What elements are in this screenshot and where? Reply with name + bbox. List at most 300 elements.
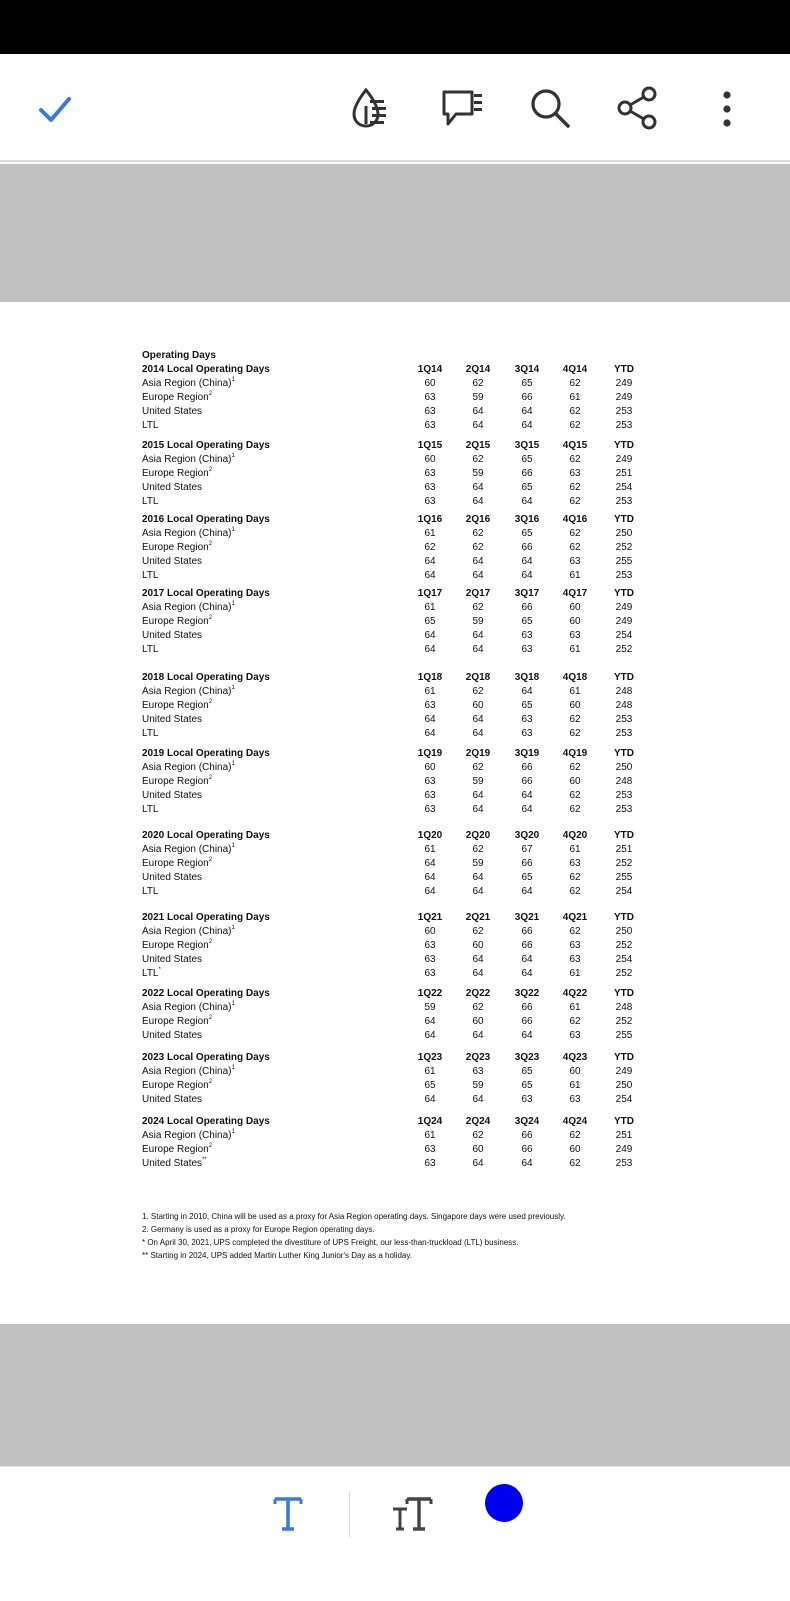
table-row bbox=[142, 528, 642, 542]
table-cell: 252 bbox=[615, 858, 633, 869]
table-cell: 62 bbox=[472, 926, 484, 937]
section-header-row bbox=[142, 1052, 642, 1066]
table-cell: 64 bbox=[521, 1030, 533, 1041]
table-cell: 61 bbox=[569, 392, 581, 403]
table-row bbox=[142, 496, 642, 510]
table-cell: 254 bbox=[615, 954, 633, 965]
table-cell: 63 bbox=[569, 630, 581, 641]
row-label-text: United States bbox=[142, 1158, 203, 1169]
table-cell: 252 bbox=[615, 1016, 633, 1027]
share-icon[interactable] bbox=[612, 82, 664, 134]
column-header: 2Q22 bbox=[465, 988, 491, 999]
row-label bbox=[142, 644, 159, 656]
row-label-text: Asia Region (China) bbox=[142, 762, 232, 773]
row-label bbox=[142, 926, 235, 938]
section-header-row bbox=[142, 440, 642, 454]
table-cell: 250 bbox=[615, 1080, 633, 1091]
table-cell: 248 bbox=[615, 1002, 633, 1013]
table-cell: 63 bbox=[569, 1030, 581, 1041]
selected-color-swatch[interactable] bbox=[485, 1484, 523, 1522]
table-cell: 66 bbox=[521, 858, 533, 869]
footnotes bbox=[142, 1210, 662, 1262]
row-label bbox=[142, 1158, 207, 1170]
row-label-text: Asia Region (China) bbox=[142, 844, 232, 855]
table-cell: 253 bbox=[615, 496, 633, 507]
color-picker-icon[interactable] bbox=[484, 1483, 524, 1523]
section-header-row bbox=[142, 672, 642, 686]
footnote-marker: 2 bbox=[208, 1015, 213, 1021]
table-cell: 253 bbox=[615, 406, 633, 417]
row-label-text: Europe Region bbox=[142, 858, 209, 869]
table-row bbox=[142, 378, 642, 392]
row-label bbox=[142, 1080, 212, 1092]
table-cell: 64 bbox=[521, 790, 533, 801]
table-cell: 63 bbox=[424, 968, 436, 979]
table-cell: 60 bbox=[424, 378, 436, 389]
table-row bbox=[142, 392, 642, 406]
table-cell: 64 bbox=[472, 644, 484, 655]
table-row bbox=[142, 420, 642, 434]
table-cell: 249 bbox=[615, 378, 633, 389]
table-cell: 59 bbox=[472, 392, 484, 403]
footnote-marker: 2 bbox=[208, 391, 213, 397]
column-header: 3Q19 bbox=[514, 748, 540, 759]
comment-list-icon[interactable] bbox=[436, 82, 488, 134]
table-row bbox=[142, 1130, 642, 1144]
table-row bbox=[142, 686, 642, 700]
footnote-marker: 1 bbox=[231, 1129, 235, 1135]
row-label bbox=[142, 1030, 202, 1042]
table-cell: 64 bbox=[472, 804, 484, 815]
row-label bbox=[142, 940, 212, 952]
table-cell: 64 bbox=[472, 482, 484, 493]
section-header-row bbox=[142, 748, 642, 762]
column-header: YTD bbox=[614, 440, 634, 451]
table-section bbox=[142, 672, 642, 742]
table-cell: 64 bbox=[472, 968, 484, 979]
table-cell: 64 bbox=[472, 1158, 484, 1169]
row-label-text: LTL bbox=[142, 420, 159, 431]
column-header: 1Q17 bbox=[417, 588, 443, 599]
table-cell: 62 bbox=[472, 686, 484, 697]
table-cell: 64 bbox=[424, 570, 436, 581]
table-cell: 61 bbox=[424, 1130, 436, 1141]
table-cell: 59 bbox=[472, 776, 484, 787]
row-label-text: LTL bbox=[142, 886, 159, 897]
table-cell: 65 bbox=[521, 378, 533, 389]
footnote-marker: 1 bbox=[231, 377, 235, 383]
row-label bbox=[142, 700, 212, 712]
table-row bbox=[142, 542, 642, 556]
table-section bbox=[142, 514, 642, 584]
table-cell: 65 bbox=[521, 872, 533, 883]
table-cell: 252 bbox=[615, 940, 633, 951]
table-cell: 248 bbox=[615, 700, 633, 711]
column-header: 2Q21 bbox=[465, 912, 491, 923]
table-cell: 61 bbox=[569, 644, 581, 655]
text-tool-icon[interactable] bbox=[262, 1485, 314, 1541]
row-label bbox=[142, 420, 159, 432]
column-header: 4Q24 bbox=[562, 1116, 588, 1127]
row-label bbox=[142, 954, 202, 966]
ink-drop-icon[interactable] bbox=[346, 82, 398, 134]
table-cell: 59 bbox=[472, 858, 484, 869]
column-header: 3Q21 bbox=[514, 912, 540, 923]
table-cell: 61 bbox=[569, 570, 581, 581]
column-header: 2Q20 bbox=[465, 830, 491, 841]
text-size-icon[interactable] bbox=[386, 1485, 438, 1541]
table-cell: 251 bbox=[615, 844, 633, 855]
table-cell: 59 bbox=[424, 1002, 436, 1013]
column-header: 1Q22 bbox=[417, 988, 443, 999]
row-label-text: Asia Region (China) bbox=[142, 378, 232, 389]
table-cell: 62 bbox=[472, 1002, 484, 1013]
table-cell: 62 bbox=[472, 1130, 484, 1141]
section-heading: 2022 Local Operating Days bbox=[142, 988, 270, 999]
table-row bbox=[142, 776, 642, 790]
table-cell: 64 bbox=[472, 886, 484, 897]
row-label-text: LTL bbox=[142, 804, 159, 815]
table-row bbox=[142, 1002, 642, 1016]
table-cell: 60 bbox=[424, 762, 436, 773]
table-cell: 252 bbox=[615, 968, 633, 979]
row-label-text: Europe Region bbox=[142, 1144, 209, 1155]
table-row bbox=[142, 968, 642, 982]
table-row bbox=[142, 570, 642, 584]
table-section bbox=[142, 912, 642, 982]
row-label bbox=[142, 1066, 235, 1078]
table-cell: 66 bbox=[521, 1002, 533, 1013]
table-cell: 64 bbox=[521, 406, 533, 417]
column-header: 1Q24 bbox=[417, 1116, 443, 1127]
table-row bbox=[142, 644, 642, 658]
search-icon[interactable] bbox=[524, 82, 576, 134]
table-cell: 65 bbox=[521, 528, 533, 539]
table-cell: 65 bbox=[521, 454, 533, 465]
row-label-text: United States bbox=[142, 872, 203, 883]
row-label-text: LTL bbox=[142, 968, 159, 979]
section-header-row bbox=[142, 830, 642, 844]
table-cell: 64 bbox=[521, 556, 533, 567]
footnote-marker: 2 bbox=[208, 775, 213, 781]
table-cell: 253 bbox=[615, 790, 633, 801]
table-cell: 63 bbox=[424, 1144, 436, 1155]
row-label-text: United States bbox=[142, 1030, 203, 1041]
footnote-line: ** Starting in 2024, UPS added Martin Luther King Junior's Day as a holiday. bbox=[142, 1251, 412, 1260]
column-header: 2Q17 bbox=[465, 588, 491, 599]
section-heading: 2014 Local Operating Days bbox=[142, 364, 270, 375]
row-label-text: United States bbox=[142, 406, 203, 417]
table-cell: 60 bbox=[569, 602, 581, 613]
table-cell: 64 bbox=[521, 886, 533, 897]
section-heading: 2016 Local Operating Days bbox=[142, 514, 270, 525]
row-label bbox=[142, 528, 235, 540]
row-label bbox=[142, 496, 159, 508]
section-header-row bbox=[142, 988, 642, 1002]
table-cell: 60 bbox=[569, 776, 581, 787]
table-cell: 253 bbox=[615, 1158, 633, 1169]
table-cell: 62 bbox=[424, 542, 436, 553]
table-cell: 65 bbox=[521, 616, 533, 627]
table-cell: 60 bbox=[569, 616, 581, 627]
table-cell: 62 bbox=[569, 528, 581, 539]
table-row bbox=[142, 1016, 642, 1030]
table-cell: 64 bbox=[472, 420, 484, 431]
table-section bbox=[142, 1116, 642, 1172]
table-cell: 62 bbox=[569, 482, 581, 493]
table-row bbox=[142, 630, 642, 644]
table-row bbox=[142, 616, 642, 630]
table-cell: 250 bbox=[615, 528, 633, 539]
table-cell: 254 bbox=[615, 886, 633, 897]
column-header: 4Q16 bbox=[562, 514, 588, 525]
column-header: 1Q14 bbox=[417, 364, 443, 375]
column-header: 1Q23 bbox=[417, 1052, 443, 1063]
table-row bbox=[142, 1030, 642, 1044]
table-cell: 65 bbox=[521, 1066, 533, 1077]
column-header: YTD bbox=[614, 748, 634, 759]
table-cell: 64 bbox=[424, 1016, 436, 1027]
column-header: 4Q22 bbox=[562, 988, 588, 999]
table-cell: 66 bbox=[521, 926, 533, 937]
table-cell: 62 bbox=[472, 378, 484, 389]
table-cell: 60 bbox=[569, 700, 581, 711]
row-label bbox=[142, 630, 202, 642]
row-label bbox=[142, 968, 161, 980]
table-cell: 62 bbox=[569, 542, 581, 553]
table-cell: 63 bbox=[569, 468, 581, 479]
table-cell: 61 bbox=[424, 1066, 436, 1077]
row-label bbox=[142, 686, 235, 698]
footnote-marker: 2 bbox=[208, 467, 213, 473]
table-cell: 60 bbox=[472, 1144, 484, 1155]
table-cell: 250 bbox=[615, 762, 633, 773]
column-header: YTD bbox=[614, 514, 634, 525]
table-cell: 62 bbox=[472, 762, 484, 773]
table-cell: 60 bbox=[472, 1016, 484, 1027]
footnote-marker: 1 bbox=[231, 843, 235, 849]
row-label-text: Europe Region bbox=[142, 1080, 209, 1091]
table-cell: 65 bbox=[521, 1080, 533, 1091]
table-row bbox=[142, 926, 642, 940]
footnote-line: 2. Germany is used as a proxy for Europe Region operating days. bbox=[142, 1225, 375, 1234]
table-cell: 253 bbox=[615, 570, 633, 581]
footnote-marker: 1 bbox=[231, 1001, 235, 1007]
row-label bbox=[142, 556, 202, 568]
page-gap-bottom bbox=[0, 1324, 790, 1466]
table-cell: 63 bbox=[569, 858, 581, 869]
table-row bbox=[142, 714, 642, 728]
row-label-text: Asia Region (China) bbox=[142, 686, 232, 697]
table-section bbox=[142, 364, 642, 434]
table-cell: 66 bbox=[521, 602, 533, 613]
table-cell: 64 bbox=[472, 630, 484, 641]
footnote-marker: 2 bbox=[208, 615, 213, 621]
table-cell: 59 bbox=[472, 468, 484, 479]
row-label bbox=[142, 844, 235, 856]
table-row bbox=[142, 886, 642, 900]
table-cell: 64 bbox=[424, 872, 436, 883]
status-bar bbox=[0, 0, 790, 54]
column-header: 3Q20 bbox=[514, 830, 540, 841]
table-cell: 64 bbox=[424, 1094, 436, 1105]
table-cell: 249 bbox=[615, 602, 633, 613]
table-cell: 63 bbox=[424, 700, 436, 711]
row-label bbox=[142, 602, 235, 614]
table-cell: 64 bbox=[472, 1094, 484, 1105]
table-row bbox=[142, 700, 642, 714]
table-cell: 64 bbox=[521, 804, 533, 815]
table-cell: 63 bbox=[521, 1094, 533, 1105]
document-title: Operating Days bbox=[142, 350, 216, 361]
section-header-row bbox=[142, 1116, 642, 1130]
table-section bbox=[142, 830, 642, 900]
footnote-marker: 1 bbox=[231, 685, 235, 691]
check-icon[interactable] bbox=[30, 84, 80, 134]
operating-days-document bbox=[142, 350, 642, 1172]
column-header: 4Q14 bbox=[562, 364, 588, 375]
table-row bbox=[142, 1080, 642, 1094]
table-cell: 62 bbox=[569, 1158, 581, 1169]
table-cell: 64 bbox=[472, 714, 484, 725]
row-label bbox=[142, 542, 212, 554]
footnote-marker: 2 bbox=[208, 939, 213, 945]
footnote-line: * On April 30, 2021, UPS completed the divestiture of UPS Freight, our less-than-truckload (LTL) business. bbox=[142, 1238, 519, 1247]
table-cell: 64 bbox=[472, 872, 484, 883]
table-row bbox=[142, 1158, 642, 1172]
table-cell: 62 bbox=[569, 728, 581, 739]
table-cell: 64 bbox=[424, 714, 436, 725]
table-cell: 248 bbox=[615, 776, 633, 787]
row-label-text: LTL bbox=[142, 728, 159, 739]
row-label bbox=[142, 1094, 202, 1106]
table-cell: 64 bbox=[424, 556, 436, 567]
table-cell: 64 bbox=[424, 1030, 436, 1041]
document-page bbox=[0, 302, 790, 1324]
row-label bbox=[142, 776, 212, 788]
row-label bbox=[142, 1016, 212, 1028]
table-cell: 63 bbox=[424, 406, 436, 417]
table-cell: 249 bbox=[615, 1144, 633, 1155]
footnote-marker: 2 bbox=[208, 699, 213, 705]
table-cell: 63 bbox=[521, 630, 533, 641]
bottom-toolbar bbox=[0, 1466, 790, 1601]
table-cell: 65 bbox=[424, 616, 436, 627]
table-cell: 62 bbox=[472, 542, 484, 553]
table-cell: 62 bbox=[472, 528, 484, 539]
table-cell: 62 bbox=[569, 1016, 581, 1027]
row-label-text: Europe Region bbox=[142, 700, 209, 711]
column-header: YTD bbox=[614, 988, 634, 999]
table-cell: 62 bbox=[569, 886, 581, 897]
table-row bbox=[142, 790, 642, 804]
table-cell: 60 bbox=[472, 700, 484, 711]
page-gap-top bbox=[0, 164, 790, 302]
row-label bbox=[142, 728, 159, 740]
row-label bbox=[142, 858, 212, 870]
table-section bbox=[142, 440, 642, 510]
table-section bbox=[142, 588, 642, 658]
table-cell: 64 bbox=[521, 686, 533, 697]
row-label-text: Asia Region (China) bbox=[142, 1002, 232, 1013]
toolbar-divider bbox=[349, 1491, 350, 1537]
table-cell: 64 bbox=[424, 728, 436, 739]
table-row bbox=[142, 844, 642, 858]
table-row bbox=[142, 468, 642, 482]
table-cell: 64 bbox=[424, 858, 436, 869]
table-cell: 63 bbox=[424, 392, 436, 403]
table-row bbox=[142, 482, 642, 496]
table-cell: 66 bbox=[521, 468, 533, 479]
table-cell: 64 bbox=[521, 570, 533, 581]
row-label-text: United States bbox=[142, 630, 203, 641]
table-cell: 62 bbox=[569, 926, 581, 937]
table-cell: 253 bbox=[615, 728, 633, 739]
footnote-marker: 2 bbox=[208, 541, 213, 547]
table-cell: 64 bbox=[472, 556, 484, 567]
column-header: 2Q15 bbox=[465, 440, 491, 451]
row-label bbox=[142, 872, 202, 884]
table-section bbox=[142, 988, 642, 1044]
table-cell: 62 bbox=[472, 602, 484, 613]
table-cell: 61 bbox=[424, 686, 436, 697]
row-label bbox=[142, 406, 202, 418]
table-cell: 249 bbox=[615, 616, 633, 627]
column-header: 2Q14 bbox=[465, 364, 491, 375]
table-cell: 63 bbox=[424, 420, 436, 431]
table-cell: 61 bbox=[569, 686, 581, 697]
column-header: YTD bbox=[614, 364, 634, 375]
table-cell: 61 bbox=[569, 844, 581, 855]
section-heading: 2020 Local Operating Days bbox=[142, 830, 270, 841]
table-cell: 63 bbox=[424, 468, 436, 479]
table-cell: 66 bbox=[521, 776, 533, 787]
column-header: 2Q18 bbox=[465, 672, 491, 683]
table-cell: 64 bbox=[521, 954, 533, 965]
column-header: 2Q24 bbox=[465, 1116, 491, 1127]
table-cell: 62 bbox=[569, 406, 581, 417]
table-cell: 64 bbox=[472, 790, 484, 801]
row-label-text: Asia Region (China) bbox=[142, 602, 232, 613]
footnote-marker: 1 bbox=[231, 453, 235, 459]
table-cell: 60 bbox=[472, 940, 484, 951]
more-vertical-icon[interactable] bbox=[702, 84, 752, 134]
table-cell: 253 bbox=[615, 420, 633, 431]
table-cell: 63 bbox=[424, 790, 436, 801]
table-cell: 64 bbox=[521, 420, 533, 431]
row-label-text: Europe Region bbox=[142, 616, 209, 627]
row-label-text: Europe Region bbox=[142, 468, 209, 479]
row-label-text: LTL bbox=[142, 644, 159, 655]
table-cell: 67 bbox=[521, 844, 533, 855]
table-cell: 63 bbox=[569, 954, 581, 965]
table-row bbox=[142, 762, 642, 776]
table-cell: 64 bbox=[521, 496, 533, 507]
row-label bbox=[142, 886, 159, 898]
table-cell: 64 bbox=[521, 968, 533, 979]
row-label bbox=[142, 392, 212, 404]
table-cell: 66 bbox=[521, 940, 533, 951]
footnote-line: 1. Starting in 2010, China will be used as a proxy for Asia Region operating days. Singapore days were used previously. bbox=[142, 1212, 566, 1221]
column-header: 1Q15 bbox=[417, 440, 443, 451]
table-cell: 252 bbox=[615, 542, 633, 553]
row-label bbox=[142, 482, 202, 494]
table-cell: 65 bbox=[521, 482, 533, 493]
table-cell: 64 bbox=[472, 406, 484, 417]
table-cell: 64 bbox=[424, 630, 436, 641]
table-cell: 252 bbox=[615, 644, 633, 655]
column-header: 1Q20 bbox=[417, 830, 443, 841]
